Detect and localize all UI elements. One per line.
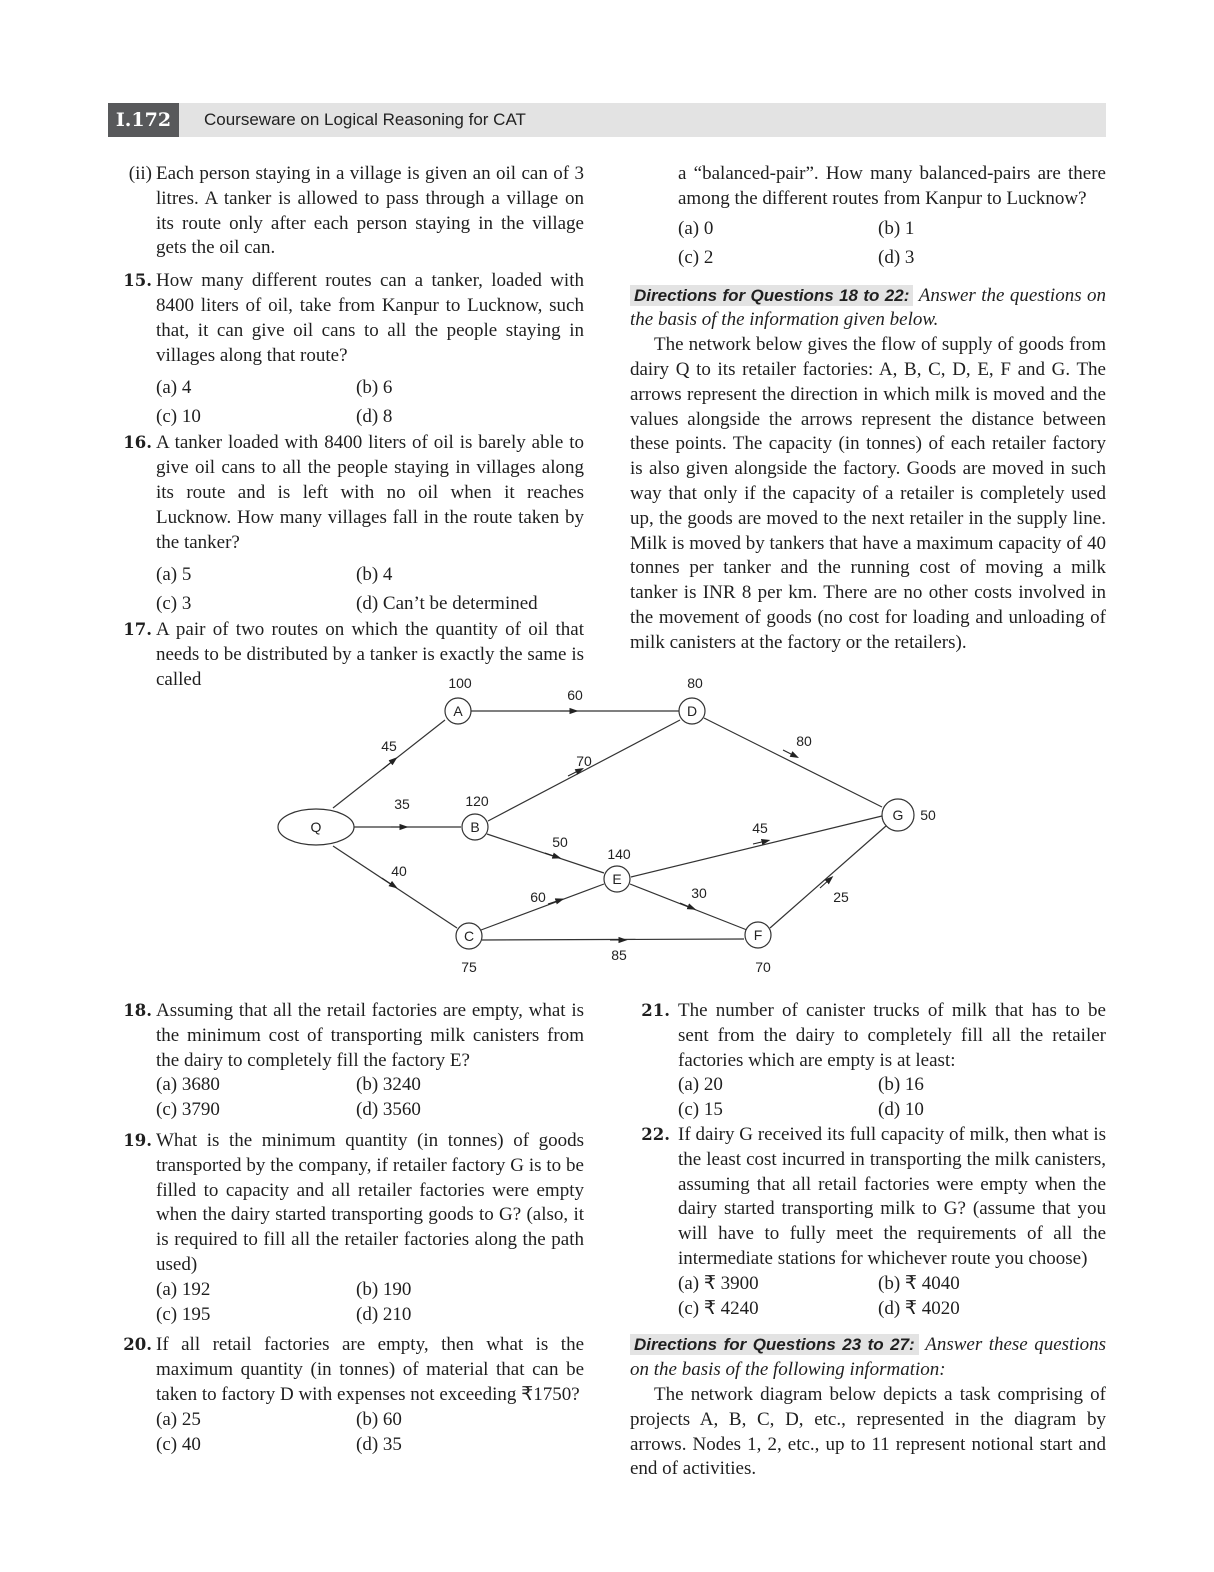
option-a[interactable]: (a) 20 — [678, 1074, 723, 1096]
distance-f-g: 25 — [833, 889, 849, 905]
question-number: 16. — [123, 433, 152, 453]
node-label-q: Q — [310, 819, 322, 835]
distance-d-g: 80 — [796, 733, 812, 749]
capacity-b: 120 — [465, 793, 489, 809]
question-number: 19. — [123, 1130, 152, 1150]
option-b[interactable]: (b) 16 — [878, 1074, 924, 1096]
distance-q-a: 45 — [381, 738, 397, 754]
distance-b-d: 70 — [576, 753, 592, 769]
question-15 — [112, 269, 584, 431]
question-number: 17. — [123, 620, 152, 640]
distance-q-b: 35 — [394, 796, 410, 812]
option-b[interactable]: (b) 1 — [878, 217, 915, 239]
right-column-bottom — [630, 999, 1106, 1482]
option-c[interactable]: (c) ₹ 4240 — [678, 1297, 759, 1319]
node-label-a: A — [453, 703, 463, 719]
option-a[interactable]: (a) 192 — [156, 1278, 211, 1300]
question-17-continued — [630, 162, 1106, 272]
node-label-b: B — [470, 819, 480, 835]
question-number: 20. — [123, 1335, 152, 1355]
option-a[interactable]: (a) 4 — [156, 377, 192, 399]
network-description: The network below gives the flow of supply of goods from dairy Q to its retailer factories: A, B, C, D, E, F and G. The arrows represent the direction in which milk is moved and the values alongside the arrows represent the distance between these points. The capacity (in tonnes) of each retailer factory is also given alongside the factory. Goods are moved in such way that only if the capacity of a retailer is completely used up, the goods are moved to the next retailer in the supply line. Milk is moved by tankers that have a maximum capacity of 40 tonnes per tanker and the running cost of moving a milk tanker is INR 8 per km. There are no other costs involved in the movement of goods (no cost for loading and unloading of milk canisters at the factory or the retailers). — [630, 334, 1106, 653]
option-a[interactable]: (a) 25 — [156, 1408, 201, 1430]
edge-b-d — [488, 720, 680, 821]
distance-c-f: 85 — [611, 947, 627, 963]
supply-network-diagram — [270, 668, 960, 983]
option-d[interactable]: (d) 35 — [356, 1433, 402, 1455]
option-d[interactable]: (d) 8 — [356, 406, 393, 428]
directions-label: Directions for Questions 18 to 22: — [630, 285, 913, 306]
question-text: Assuming that all the retail factories are empty, what is the minimum cost of transporting milk canisters from the dairy to completely fill the factory E? — [156, 1000, 584, 1071]
option-a[interactable]: (a) 0 — [678, 217, 714, 239]
option-a[interactable]: (a) 3680 — [156, 1074, 220, 1096]
capacity-f: 70 — [755, 959, 771, 975]
question-22 — [630, 1123, 1106, 1321]
condition-text: Each person staying in a village is given an oil can of 3 litres. A tanker is allowed to pass through a village on its route only after each person staying in the village gets the oil can. — [156, 163, 584, 259]
condition-ii — [112, 162, 584, 261]
option-c[interactable]: (c) 10 — [156, 406, 201, 428]
option-d[interactable]: (d) 3 — [878, 246, 915, 268]
option-d[interactable]: (d) ₹ 4020 — [878, 1297, 960, 1319]
option-c[interactable]: (c) 2 — [678, 246, 714, 268]
question-18 — [112, 999, 584, 1123]
network-diagram-description: The network diagram below depicts a task comprising of projects A, B, C, D, etc., represented in the diagram by arrows. Nodes 1, 2, etc., up to 11 represent notional start and end of activities. — [630, 1383, 1106, 1480]
distance-q-c: 40 — [391, 863, 407, 879]
option-b[interactable]: (b) 4 — [356, 564, 393, 586]
option-a[interactable]: (a) 5 — [156, 564, 192, 586]
distance-c-e: 60 — [530, 889, 546, 905]
option-d[interactable]: (d) 3560 — [356, 1099, 421, 1121]
capacity-d: 80 — [687, 675, 703, 691]
options — [156, 560, 584, 618]
distance-e-g: 45 — [752, 820, 768, 836]
options — [156, 373, 584, 431]
option-c[interactable]: (c) 3790 — [156, 1099, 220, 1121]
question-text: a “balanced-pair”. How many balanced-pairs are there among the different routes from Kanpur to Lucknow? — [678, 163, 1106, 209]
option-c[interactable]: (c) 195 — [156, 1303, 211, 1325]
option-b[interactable]: (b) 3240 — [356, 1074, 421, 1096]
option-c[interactable]: (c) 3 — [156, 593, 192, 615]
edge-f-g — [770, 826, 886, 928]
node-label-d: D — [686, 703, 698, 719]
question-text: How many different routes can a tanker, loaded with 8400 liters of oil, take from Kanpur to Lucknow, such that, it can give oil cans to all the people staying in villages along that route? — [156, 270, 584, 366]
page-header — [108, 103, 1106, 137]
option-c[interactable]: (c) 40 — [156, 1433, 201, 1455]
option-d[interactable]: (d) 10 — [878, 1099, 924, 1121]
page-number: I.172 — [108, 103, 179, 137]
distance-a-d: 60 — [567, 687, 583, 703]
left-column-bottom — [112, 999, 584, 1457]
capacity-e: 140 — [607, 846, 631, 862]
option-d[interactable]: (d) 210 — [356, 1303, 412, 1325]
condition-label: (ii) — [128, 163, 152, 184]
book-title: Courseware on Logical Reasoning for CAT — [204, 110, 526, 129]
distance-e-f: 30 — [691, 885, 707, 901]
directions-23-27 — [630, 1333, 1106, 1383]
node-label-c: C — [463, 928, 475, 944]
options — [156, 1408, 584, 1458]
option-b[interactable]: (b) 60 — [356, 1408, 402, 1430]
question-text: What is the minimum quantity (in tonnes) of goods transported by the company, if retailer factory G is to be filled to capacity and all retailer factories were empty when the dairy started transporting goods to G? (also, it is required to fill all the retailer factories along the path used) — [156, 1129, 584, 1275]
question-text: The number of canister trucks of milk that has to be sent from the dairy to completely fill all the retailer factories which are empty is at least: — [678, 1000, 1106, 1071]
question-20 — [112, 1333, 584, 1457]
question-21 — [630, 999, 1106, 1123]
options — [678, 1073, 1106, 1123]
question-number: 18. — [123, 1001, 152, 1020]
question-text: If dairy G received its full capacity of milk, then what is the least cost incurred in transporting the milk canisters, assuming that all retail factories were empty when the dairy started transporting milk to G? (assume that you will have to fully meet the requirements of all the intermediate stations for whichever route you choose) — [678, 1123, 1106, 1269]
options — [678, 214, 1106, 272]
node-label-e: E — [612, 871, 622, 887]
question-number: 15. — [123, 271, 152, 291]
options — [156, 1278, 584, 1328]
right-column-top — [630, 162, 1106, 656]
left-column-top — [112, 162, 584, 693]
option-b[interactable]: (b) ₹ 4040 — [878, 1272, 960, 1294]
option-c[interactable]: (c) 15 — [678, 1099, 723, 1121]
edge-d-g — [704, 718, 882, 807]
options — [156, 1073, 584, 1123]
question-number: 22. — [641, 1124, 670, 1144]
question-19 — [112, 1129, 584, 1327]
directions-18-22 — [630, 284, 1106, 334]
distance-b-e: 50 — [552, 834, 568, 850]
edge-q-c — [333, 846, 457, 928]
options — [678, 1272, 1106, 1322]
option-a[interactable]: (a) ₹ 3900 — [678, 1272, 759, 1294]
capacity-c: 75 — [461, 959, 477, 975]
option-d[interactable]: (d) Can’t be determined — [356, 593, 538, 615]
question-text: A tanker loaded with 8400 liters of oil is barely able to give oil cans to all the people staying in villages along its route and is left with no oil when it reaches Lucknow. How many villages fall in the route taken by the tanker? — [156, 432, 584, 553]
question-number: 21. — [641, 1001, 670, 1020]
capacity-g: 50 — [920, 807, 936, 823]
node-label-f: F — [753, 927, 763, 943]
capacity-a: 100 — [448, 675, 472, 691]
question-text: A pair of two routes on which the quantity of oil that needs to be distributed by a tanker is exactly the same is called — [156, 619, 584, 690]
option-b[interactable]: (b) 6 — [356, 377, 393, 399]
directions-text: Answer the questions on the basis of the information given below. — [630, 284, 1107, 331]
directions-text: Answer these questions on the basis of the following information: — [630, 1334, 1107, 1381]
node-label-g: G — [892, 807, 904, 823]
question-text: If all retail factories are empty, then what is the maximum quantity (in tonnes) of material that can be taken to factory D with expenses not exceeding ₹1750? — [156, 1334, 584, 1405]
question-16 — [112, 431, 584, 618]
directions-label: Directions for Questions 23 to 27: — [630, 1334, 919, 1355]
option-b[interactable]: (b) 190 — [356, 1278, 412, 1300]
